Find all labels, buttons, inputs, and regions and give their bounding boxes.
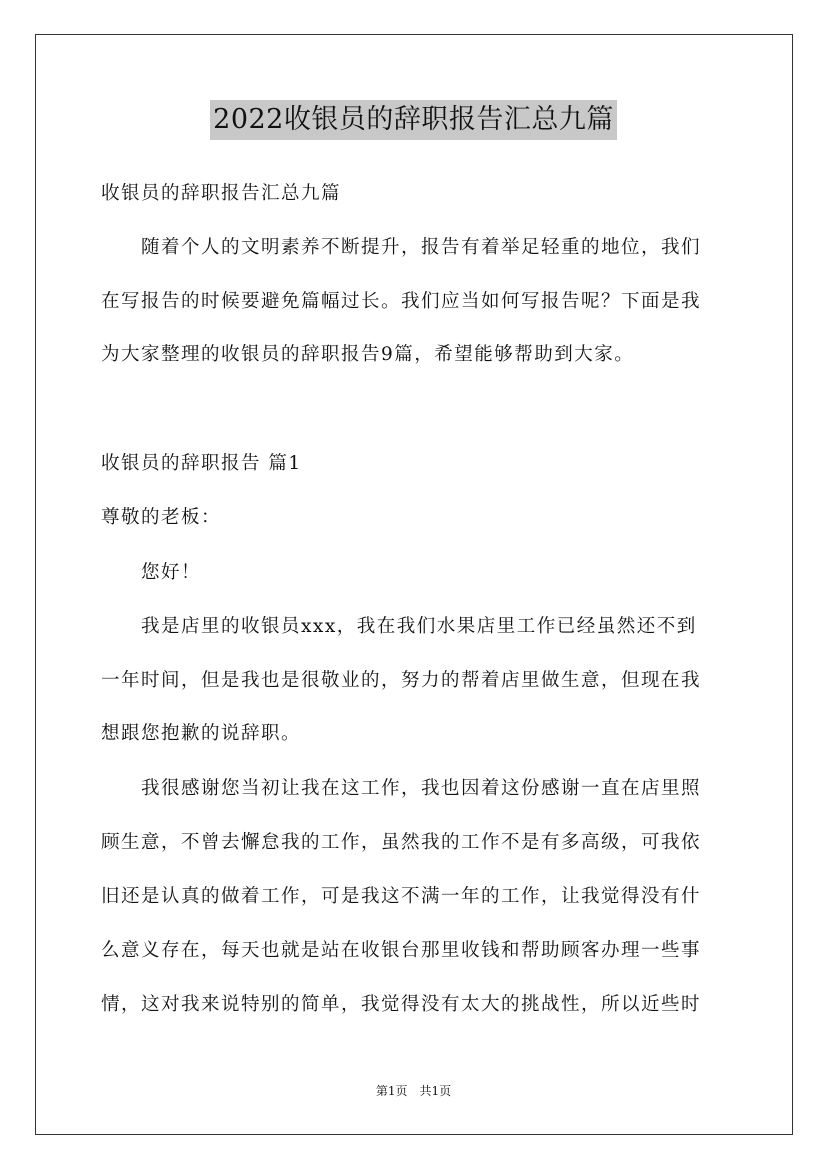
paragraph-line: 情，这对我来说特别的简单，我觉得没有太大的挑战性，所以近些时 <box>101 994 702 1015</box>
page-footer: 第1页 共1页 <box>375 1084 452 1098</box>
paragraph-line: 我是店里的收银员xxx，我在我们水果店里工作已经虽然还不到 <box>101 616 697 637</box>
paragraph-line: 顾生意，不曾去懈怠我的工作，虽然我的工作不是有多高级，可我依 <box>101 832 702 853</box>
intro-line: 为大家整理的收银员的辞职报告9篇，希望能够帮助到大家。 <box>101 344 635 365</box>
greeting: 您好！ <box>101 562 202 583</box>
title-container <box>0 100 827 140</box>
section-heading: 收银员的辞职报告 篇1 <box>101 453 302 474</box>
paragraph-line: 旧还是认真的做着工作，可是我这不满一年的工作，让我觉得没有什 <box>101 886 702 907</box>
document-subtitle: 收银员的辞职报告汇总九篇 <box>101 183 342 204</box>
paragraph-line: 么意义存在，每天也就是站在收银台那里收钱和帮助顾客办理一些事 <box>101 940 702 961</box>
paragraph-line: 一年时间，但是我也是很敬业的，努力的帮着店里做生意，但现在我 <box>101 670 702 691</box>
salutation: 尊敬的老板： <box>101 507 222 528</box>
intro-line: 在写报告的时候要避免篇幅过长。我们应当如何写报告呢？下面是我 <box>101 291 702 312</box>
document-title: 2022收银员的辞职报告汇总九篇 <box>210 100 617 140</box>
paragraph-line: 我很感谢您当初让我在这工作，我也因着这份感谢一直在店里照 <box>101 778 702 799</box>
intro-line: 随着个人的文明素养不断提升，报告有着举足轻重的地位，我们 <box>101 237 702 258</box>
paragraph-line: 想跟您抱歉的说辞职。 <box>101 723 302 744</box>
